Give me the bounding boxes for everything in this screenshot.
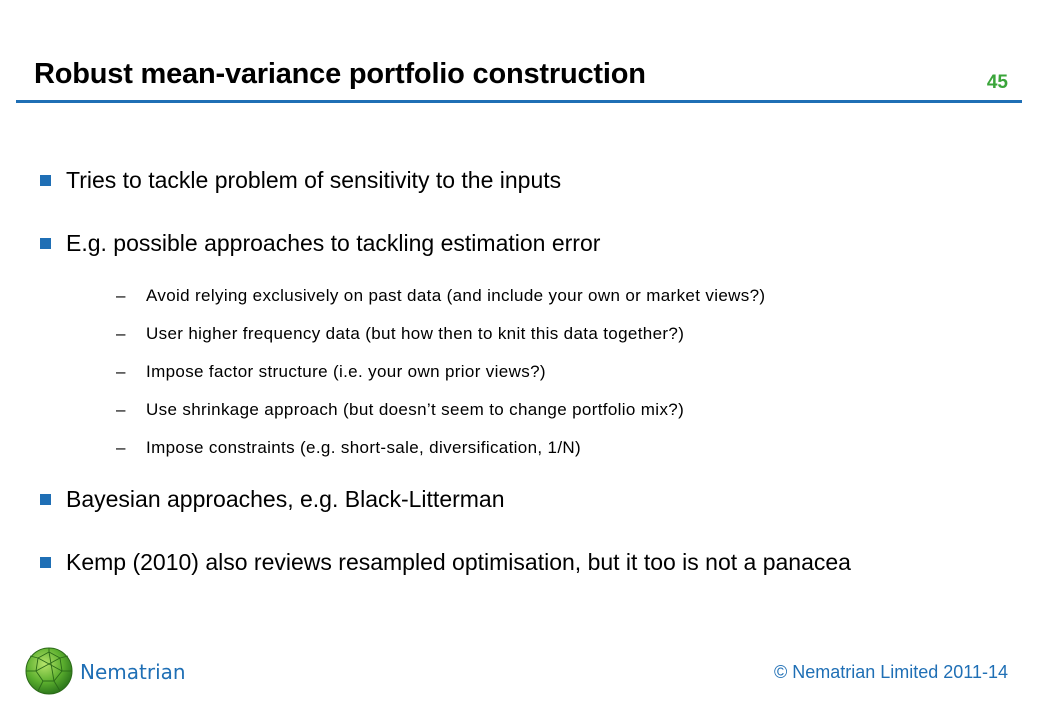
sub-bullet-text: Impose factor structure (i.e. your own prior views?): [146, 362, 546, 381]
bullet-text: E.g. possible approaches to tackling estimation error: [66, 230, 601, 256]
dash-icon: –: [116, 362, 126, 381]
sub-bullet-text: Impose constraints (e.g. short-sale, diversification, 1/N): [146, 438, 582, 457]
bullet-square-icon: [40, 494, 51, 505]
sub-bullet-text: Avoid relying exclusively on past data (and include your own or market views?): [146, 286, 766, 305]
sub-bullet-text: Use shrinkage approach (but doesn’t seem to change portfolio mix?): [146, 400, 685, 419]
bullet-square-icon: [40, 238, 51, 249]
bullet-square-icon: [40, 557, 51, 568]
page-number: 45: [986, 72, 1008, 93]
dash-icon: –: [116, 286, 126, 305]
sub-bullet-text: User higher frequency data (but how then to knit this data together?): [146, 324, 685, 343]
title-divider: [16, 100, 1022, 103]
dash-icon: –: [116, 400, 126, 419]
bullet-text: Bayesian approaches, e.g. Black-Litterman: [66, 486, 505, 512]
bullet-text: Tries to tackle problem of sensitivity to the inputs: [66, 167, 562, 193]
bullet-square-icon: [40, 175, 51, 186]
footer-copyright: © Nematrian Limited 2011-14: [773, 662, 1008, 682]
footer-brand: Nematrian: [80, 660, 186, 684]
dash-icon: –: [116, 324, 126, 343]
bullet-text: Kemp (2010) also reviews resampled optimisation, but it too is not a panacea: [66, 549, 851, 575]
slide-title: Robust mean-variance portfolio construction: [34, 58, 646, 90]
dash-icon: –: [116, 438, 126, 457]
green-polyhedron-logo-icon: [24, 646, 74, 696]
